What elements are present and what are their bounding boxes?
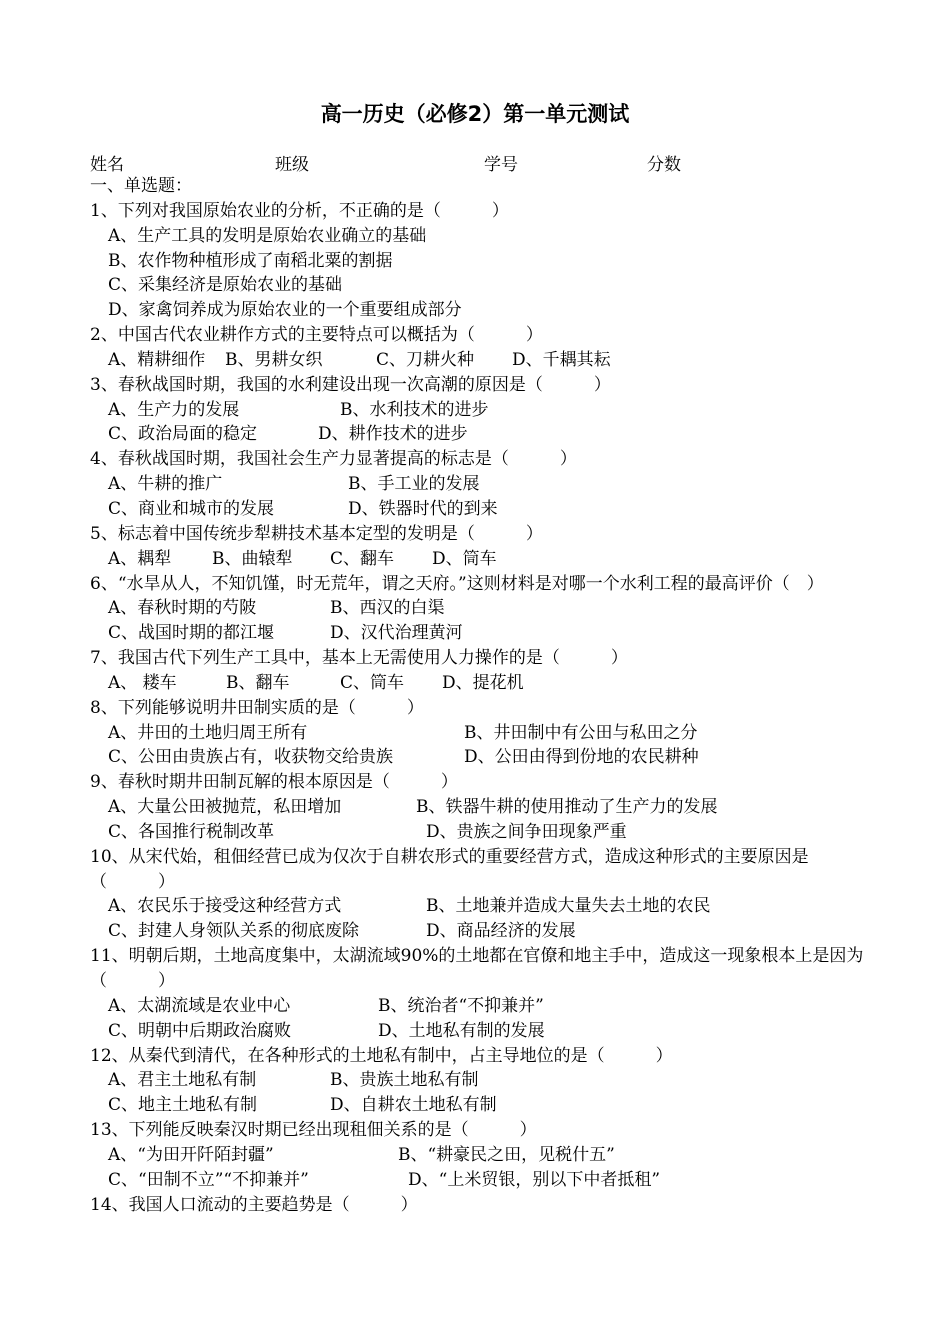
option-line xyxy=(90,1019,870,1044)
option: C、“田制不立”“不抑兼并” xyxy=(108,1169,309,1190)
option-line xyxy=(90,621,870,646)
question-list xyxy=(90,174,870,1217)
question-stem: 4、春秋战国时期，我国社会生产力显著提高的标志是（ ） xyxy=(90,449,577,470)
option-line xyxy=(90,422,870,447)
option: A、春秋时期的芍陂 xyxy=(108,598,257,619)
option: B、农作物种植形成了南稻北粟的割据 xyxy=(108,250,393,271)
student-id-label: 学号 xyxy=(484,155,518,175)
question-stem: 5、标志着中国传统步犁耕技术基本定型的发明是（ ） xyxy=(90,523,543,544)
question-stem: 12、从秦代到清代，在各种形式的土地私有制中，占主导地位的是（ ） xyxy=(90,1045,673,1066)
option-line xyxy=(90,298,870,323)
option: C、刀耕火种 xyxy=(376,349,475,370)
option: A、 耧车 xyxy=(108,672,177,693)
option: D、商品经济的发展 xyxy=(426,921,576,942)
option: D、家禽饲养成为原始农业的一个重要组成部分 xyxy=(108,300,462,321)
option-line xyxy=(90,249,870,274)
option: D、汉代治理黄河 xyxy=(330,623,463,644)
option: C、翻车 xyxy=(330,548,395,569)
option: D、筒车 xyxy=(432,548,497,569)
class-label: 班级 xyxy=(275,155,309,175)
option: C、商业和城市的发展 xyxy=(108,498,275,519)
option: A、君主土地私有制 xyxy=(108,1070,257,1091)
option: C、战国时期的都江堰 xyxy=(108,623,275,644)
option: D、千耦其耘 xyxy=(512,349,611,370)
option: B、贵族土地私有制 xyxy=(330,1070,479,1091)
option: B、西汉的白渠 xyxy=(330,598,445,619)
option: D、自耕农土地私有制 xyxy=(330,1095,497,1116)
question-stem: 11、明朝后期，土地高度集中，太湖流域90%的土地都在官僚和地主手中，造成这一现象根本上是因为（ ） xyxy=(90,946,864,991)
option-line xyxy=(90,721,870,746)
option-line xyxy=(90,273,870,298)
question-stem: 13、下列能反映秦汉时期已经出现租佃关系的是（ ） xyxy=(90,1120,537,1141)
option-line xyxy=(90,894,870,919)
option-line xyxy=(90,348,870,373)
option: B、手工业的发展 xyxy=(348,474,480,495)
option: B、统治者“不抑兼并” xyxy=(378,995,544,1016)
option-line xyxy=(90,994,870,1019)
score-label: 分数 xyxy=(647,155,681,175)
option-line xyxy=(90,820,870,845)
option-line xyxy=(90,1093,870,1118)
option: B、水利技术的进步 xyxy=(340,399,489,420)
student-info-row xyxy=(90,150,870,176)
question-stem: 9、春秋时期井田制瓦解的根本原因是（ ） xyxy=(90,772,458,793)
option-line xyxy=(90,795,870,820)
option: B、曲辕犁 xyxy=(212,548,293,569)
option: D、铁器时代的到来 xyxy=(348,498,498,519)
option-line xyxy=(90,398,870,423)
question-stem: 14、我国人口流动的主要趋势是（ ） xyxy=(90,1194,418,1215)
option: A、大量公田被抛荒，私田增加 xyxy=(108,797,342,818)
option-line xyxy=(90,472,870,497)
option-line xyxy=(90,596,870,621)
option: C、公田由贵族占有，收获物交给贵族 xyxy=(108,747,394,768)
page-title: 高一历史（必修2）第一单元测试 xyxy=(320,102,630,126)
option: A、耦犁 xyxy=(108,548,172,569)
option: B、土地兼并造成大量失去土地的农民 xyxy=(426,896,711,917)
option-line xyxy=(90,745,870,770)
option: B、井田制中有公田与私田之分 xyxy=(464,722,698,743)
option: D、提花机 xyxy=(442,672,524,693)
option: A、牛耕的推广 xyxy=(108,474,223,495)
option-line xyxy=(90,497,870,522)
option: A、太湖流域是农业中心 xyxy=(108,995,291,1016)
option: B、“耕豪民之田，见税什五” xyxy=(398,1144,615,1165)
option: D、土地私有制的发展 xyxy=(378,1020,545,1041)
option: C、筒车 xyxy=(340,672,405,693)
question-stem: 7、我国古代下列生产工具中，基本上无需使用人力操作的是（ ） xyxy=(90,648,628,669)
option: D、公田由得到份地的农民耕种 xyxy=(464,747,699,768)
option: A、精耕细作 xyxy=(108,349,206,370)
question-stem: 3、春秋战国时期，我国的水利建设出现一次高潮的原因是（ ） xyxy=(90,374,611,395)
option: C、封建人身领队关系的彻底废除 xyxy=(108,921,360,942)
option-line xyxy=(90,1068,870,1093)
option: B、翻车 xyxy=(226,672,290,693)
option: A、“为田开阡陌封疆” xyxy=(108,1144,274,1165)
option: C、政治局面的稳定 xyxy=(108,424,258,445)
option: D、“上米贸银，别以下中者抵租” xyxy=(408,1169,661,1190)
option: A、农民乐于接受这种经营方式 xyxy=(108,896,342,917)
option-line xyxy=(90,671,870,696)
question-stem: 6、“水旱从人，不知饥馑，时无荒年，谓之天府。”这则材料是对哪一个水利工程的最高评价（ ） xyxy=(90,573,824,594)
option: A、井田的土地归周王所有 xyxy=(108,722,308,743)
question-stem: 8、下列能够说明井田制实质的是（ ） xyxy=(90,697,424,718)
option-line xyxy=(90,1168,870,1193)
option-line xyxy=(90,224,870,249)
option: D、耕作技术的进步 xyxy=(318,424,468,445)
option: C、地主土地私有制 xyxy=(108,1095,258,1116)
question-stem: 10、从宋代始，租佃经营已成为仅次于自耕农形式的重要经营方式，造成这种形式的主要原因是（ ） xyxy=(90,846,809,892)
option-line xyxy=(90,919,870,944)
name-label: 姓名 xyxy=(90,155,124,175)
option-line xyxy=(90,1143,870,1168)
option: C、各国推行税制改革 xyxy=(108,821,275,842)
option: D、贵族之间争田现象严重 xyxy=(426,821,627,842)
section-heading: 一、单选题： xyxy=(90,176,192,196)
question-stem: 2、中国古代农业耕作方式的主要特点可以概括为（ ） xyxy=(90,325,543,346)
option: A、生产工具的发明是原始农业确立的基础 xyxy=(108,225,427,246)
option: B、铁器牛耕的使用推动了生产力的发展 xyxy=(416,797,718,818)
option: C、明朝中后期政治腐败 xyxy=(108,1020,292,1041)
option: B、男耕女织 xyxy=(225,349,323,370)
question-stem: 1、下列对我国原始农业的分析，不正确的是（ ） xyxy=(90,200,509,221)
option-line xyxy=(90,547,870,572)
option: A、生产力的发展 xyxy=(108,399,240,420)
option: C、采集经济是原始农业的基础 xyxy=(108,275,343,296)
